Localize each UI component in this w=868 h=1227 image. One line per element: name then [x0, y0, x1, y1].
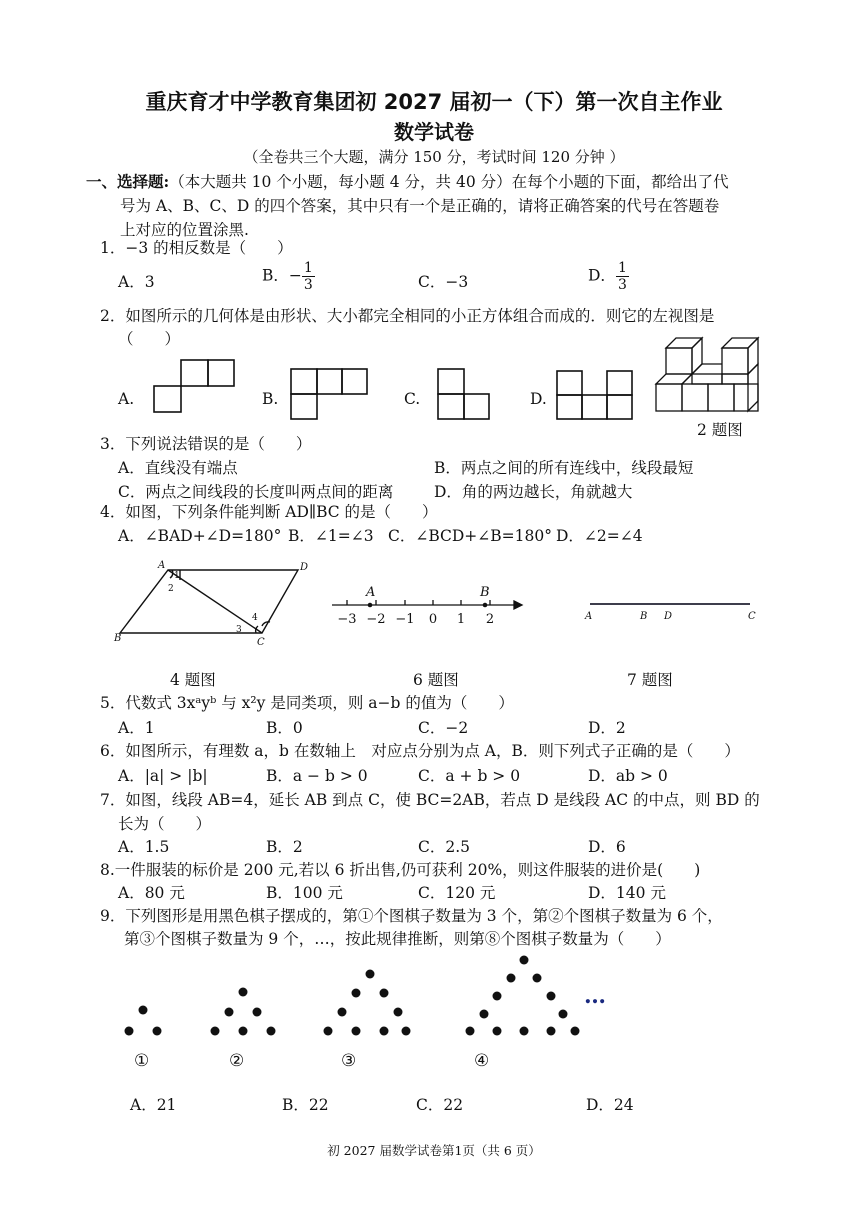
q1-option-c[interactable]: C．−3: [418, 273, 469, 291]
q4-label-d: D: [300, 562, 309, 573]
question-7-stem-2: 长为（ ）: [118, 815, 212, 833]
q6-label-b: B: [480, 585, 490, 600]
q8-option-a[interactable]: A．80 元: [118, 884, 185, 902]
q2-option-b-shape: [291, 369, 367, 419]
q9-figure: [0, 950, 868, 1080]
q6-option-c[interactable]: C．a + b > 0: [418, 767, 521, 785]
question-5-stem: 5．代数式 3xᵃyᵇ 与 x²y 是同类项，则 a−b 的值为（ ）: [100, 694, 514, 712]
q4-figure: [120, 570, 298, 633]
q2-option-c-shape: [438, 369, 489, 419]
q6-option-a[interactable]: A．|a| > |b|: [118, 767, 208, 785]
q9-label-1: ①: [134, 1051, 150, 1071]
q6-tick-neg1: −1: [395, 612, 415, 627]
q5-option-b[interactable]: B．0: [266, 719, 303, 737]
q4-angle-2: 2: [168, 584, 174, 594]
q9-option-a[interactable]: A．21: [130, 1096, 177, 1114]
section-instructions-line2: 号为 A、B、C、D 的四个答案，其中只有一个是正确的，请将正确答案的代号在答题卷: [120, 197, 720, 215]
q9-pattern-4: [466, 956, 580, 1036]
page-title: 重庆育才中学教育集团初 2027 届初一（下）第一次自主作业: [145, 90, 723, 114]
q8-option-b[interactable]: B．100 元: [266, 884, 343, 902]
question-9-stem-1: 9．下列图形是用黑色棋子摆成的，第①个图棋子数量为 3 个，第②个图棋子数量为 6 个，: [100, 907, 723, 925]
q6-tick-0: 0: [428, 612, 438, 627]
q9-pattern-1: [125, 1006, 162, 1036]
q7-option-c[interactable]: C．2.5: [418, 838, 471, 856]
q6-point-b: [483, 603, 488, 608]
q7-option-a[interactable]: A．1.5: [118, 838, 170, 856]
q4-option-c[interactable]: C．∠BCD+∠B=180°: [388, 527, 552, 545]
q6-caption: 6 题图: [413, 671, 459, 689]
q7-caption: 7 题图: [627, 671, 673, 689]
q5-option-d[interactable]: D．2: [588, 719, 626, 737]
question-1-stem: 1．−3 的相反数是（ ）: [100, 239, 293, 257]
q3-option-c[interactable]: C．两点之间线段的长度叫两点间的距离: [118, 483, 394, 501]
q5-option-a[interactable]: A．1: [118, 719, 155, 737]
q2-figures: [0, 0, 868, 460]
q7-label-a: A: [585, 611, 593, 622]
q4-angle-4: 4: [252, 613, 258, 623]
exam-info: （全卷共三个大题，满分 150 分，考试时间 120 分钟 ）: [243, 148, 625, 166]
q9-option-b[interactable]: B．22: [282, 1096, 329, 1114]
q9-label-4: ④: [474, 1051, 490, 1071]
question-4-stem: 4．如图，下列条件能判断 AD∥BC 的是（ ）: [100, 503, 438, 521]
q1-b-den: 3: [303, 277, 313, 293]
q2-option-d-label[interactable]: D.: [530, 390, 547, 408]
q3-option-b[interactable]: B．两点之间的所有连线中，线段最短: [434, 459, 694, 477]
q4-angle-1: 1: [174, 571, 180, 581]
q3-option-d[interactable]: D．角的两边越长，角就越大: [434, 483, 633, 501]
q2-option-c-label[interactable]: C.: [404, 390, 421, 408]
q4-caption: 4 题图: [170, 671, 216, 689]
q2-option-a-shape: [154, 360, 234, 412]
q2-solid-figure: [656, 338, 758, 411]
q1-b-num: 1: [303, 260, 313, 276]
question-9-stem-2: 第③个图棋子数量为 9 个，…，按此规律推断，则第⑧个图棋子数量为（ ）: [124, 930, 671, 948]
q7-label-c: C: [748, 611, 756, 622]
q5-option-c[interactable]: C．−2: [418, 719, 469, 737]
q9-pattern-2: [211, 988, 276, 1036]
q1-d-prefix: D．: [588, 266, 616, 285]
q4-label-a: A: [158, 560, 166, 571]
q6-tick-neg2: −2: [366, 612, 386, 627]
q7-label-b: B: [640, 611, 648, 622]
q2-caption: 2 题图: [697, 421, 743, 439]
q2-option-b-label[interactable]: B.: [262, 390, 279, 408]
q9-pattern-3: [324, 970, 411, 1036]
q1-d-den: 3: [617, 277, 627, 293]
q6-option-b[interactable]: B．a − b > 0: [266, 767, 368, 785]
q1-b-prefix: B．−: [262, 266, 302, 285]
q4-option-a[interactable]: A．∠BAD+∠D=180°: [118, 527, 282, 545]
q6-number-line: [332, 600, 522, 609]
q6-label-a: A: [366, 585, 376, 600]
page-subtitle: 数学试卷: [394, 120, 474, 144]
q6-option-d[interactable]: D．ab > 0: [588, 767, 668, 785]
question-6-stem: 6．如图所示，有理数 a，b 在数轴上 对应点分别为点 A，B．则下列式子正确的是（ ）: [100, 742, 740, 760]
q6-tick-2: 2: [485, 612, 495, 627]
q4-option-b[interactable]: B．∠1=∠3: [288, 527, 374, 545]
q6-tick-1: 1: [456, 612, 466, 627]
q7-option-d[interactable]: D．6: [588, 838, 626, 856]
q2-option-d-shape: [557, 371, 632, 419]
q7-option-b[interactable]: B．2: [266, 838, 303, 856]
q4-label-c: C: [257, 637, 265, 648]
q9-option-d[interactable]: D．24: [586, 1096, 634, 1114]
q4-option-d[interactable]: D．∠2=∠4: [556, 527, 643, 545]
q3-option-a[interactable]: A．直线没有端点: [118, 459, 238, 477]
q9-ellipsis: …: [584, 983, 606, 1009]
q8-option-d[interactable]: D．140 元: [588, 884, 666, 902]
q6-point-a: [368, 603, 373, 608]
q8-option-c[interactable]: C．120 元: [418, 884, 496, 902]
q1-d-num: 1: [617, 260, 627, 276]
page-footer: 初 2027 届数学试卷第1页（共 6 页）: [327, 1143, 541, 1158]
q4-label-b: B: [114, 633, 122, 644]
q6-tick-neg3: −3: [337, 612, 357, 627]
question-2-stem-2: （ ）: [118, 330, 181, 348]
q9-option-c[interactable]: C．22: [416, 1096, 464, 1114]
figures-row: [0, 550, 868, 660]
question-7-stem-1: 7．如图，线段 AB=4，延长 AB 到点 C，使 BC=2AB，若点 D 是线段 AC 的中点，则 BD 的: [100, 791, 760, 809]
question-2-stem-1: 2．如图所示的几何体是由形状、大小都完全相同的小正方体组合而成的．则它的左视图是: [100, 307, 715, 325]
question-3-stem: 3．下列说法错误的是（ ）: [100, 435, 312, 453]
q9-label-3: ③: [341, 1051, 357, 1071]
q4-angle-3: 3: [236, 625, 242, 635]
q9-label-2: ②: [229, 1051, 245, 1071]
section-text-1: （本大题共 10 个小题，每小题 4 分，共 40 分）在每个小题的下面，都给出了代: [169, 173, 729, 191]
q2-option-a-label[interactable]: A.: [118, 390, 135, 408]
question-8-stem: 8.一件服装的标价是 200 元,若以 6 折出售,仍可获利 20%，则这件服装的进价是( ): [100, 861, 701, 879]
section-instructions-line3: 上对应的位置涂黑.: [120, 221, 249, 239]
section-label: 一、选择题:: [86, 172, 170, 191]
q1-option-a[interactable]: A．3: [118, 273, 155, 291]
q7-label-d: D: [664, 611, 673, 622]
